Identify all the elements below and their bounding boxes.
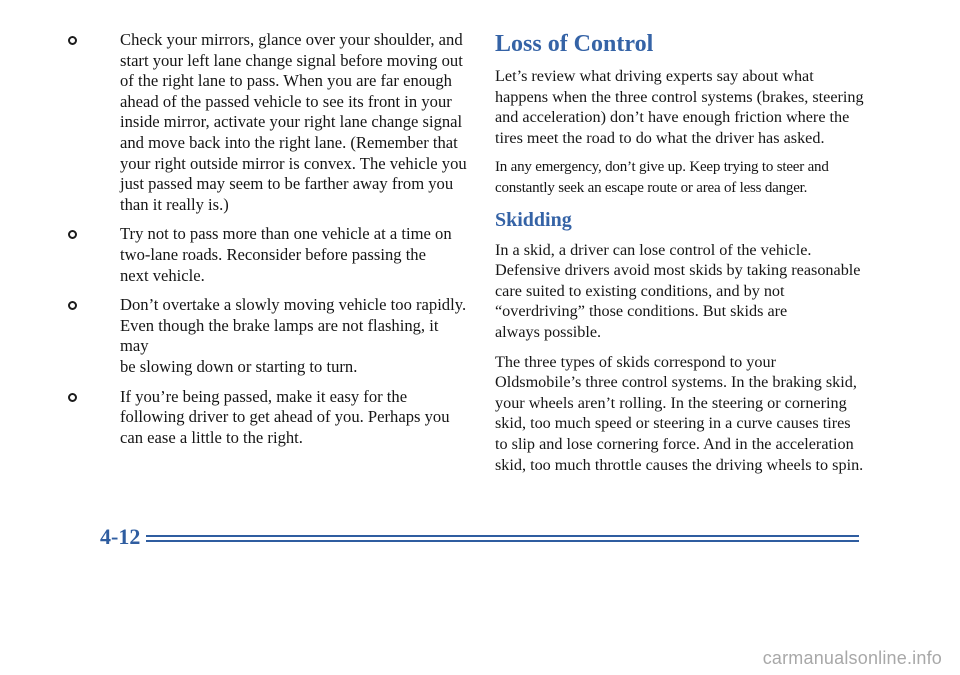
bullet-item xyxy=(68,224,468,286)
text-line: care suited to existing conditions, and by not xyxy=(495,281,785,300)
text-line: to slip and lose cornering force. And in the acceleration xyxy=(495,434,854,453)
text-line: Let’s review what driving experts say about what xyxy=(495,67,814,85)
text-line: can ease a little to the right. xyxy=(120,427,303,447)
text-line: Defensive drivers avoid most skids by taking reasonable xyxy=(495,261,861,280)
text-line: following driver to get ahead of you. Perhaps you xyxy=(120,407,450,427)
bullet-item xyxy=(68,387,468,449)
text-line: always possible. xyxy=(495,322,602,341)
bullet-dot-icon xyxy=(68,36,77,45)
text-line: Don’t overtake a slowly moving vehicle too rapidly. xyxy=(120,295,467,315)
watermark-text: carmanualsonline.info xyxy=(762,648,942,668)
text-line: Oldsmobile’s three control systems. In the braking skid, xyxy=(495,373,857,392)
text-line: In a skid, a driver can lose control of the vehicle. xyxy=(495,240,812,259)
paragraph xyxy=(495,66,890,148)
right-column xyxy=(495,30,890,484)
text-line: your right outside mirror is convex. The vehicle you xyxy=(120,153,467,173)
text-line: inside mirror, activate your right lane change signal xyxy=(120,112,463,132)
footer-rule-bottom-line xyxy=(146,540,859,542)
page-number: 4-12 xyxy=(100,524,141,549)
text-line: and acceleration) don’t have enough friction where the xyxy=(495,108,850,127)
text-line: your wheels aren’t rolling. In the steering or cornering xyxy=(495,393,847,412)
footer-rule xyxy=(146,535,859,542)
text-line: Check your mirrors, glance over your shoulder, and xyxy=(120,30,463,49)
bullet-dot-icon xyxy=(68,393,77,402)
bullet-text xyxy=(120,295,468,377)
text-line: Even though the brake lamps are not flashing, it may xyxy=(120,315,439,356)
left-column xyxy=(68,30,468,457)
footer-rule-top-line xyxy=(146,535,859,537)
bullet-text xyxy=(120,30,468,215)
bullet-dot-icon xyxy=(68,230,77,239)
text-line: of the right lane to pass. When you are far enough xyxy=(120,71,452,91)
text-line: constantly seek an escape route or area of less danger. xyxy=(495,179,808,196)
bullet-dot-icon xyxy=(68,301,77,310)
text-line: ahead of the passed vehicle to see its front in your xyxy=(120,91,452,111)
paragraph xyxy=(495,352,890,476)
text-line: “overdriving” those conditions. But skids are xyxy=(495,302,788,321)
text-line: be slowing down or starting to turn. xyxy=(120,356,358,376)
paragraph xyxy=(495,240,890,343)
bullet-item xyxy=(68,295,468,377)
paragraph xyxy=(495,157,890,198)
text-line: next vehicle. xyxy=(120,265,205,285)
text-line: In any emergency, don’t give up. Keep trying to steer and xyxy=(495,159,829,176)
text-line: The three types of skids correspond to your xyxy=(495,352,776,371)
text-line: Try not to pass more than one vehicle at a time on xyxy=(120,224,452,244)
bullet-text xyxy=(120,224,468,286)
bullet-item xyxy=(68,30,468,215)
text-line: and move back into the right lane. (Remember that xyxy=(120,132,458,152)
subsection-title: Skidding xyxy=(495,208,572,231)
text-line: tires meet the road to do what the driver has asked. xyxy=(495,128,825,147)
text-line: than it really is.) xyxy=(120,194,229,214)
section-title: Loss of Control xyxy=(495,31,654,57)
text-line: two-lane roads. Reconsider before passing the xyxy=(120,244,426,264)
text-line: skid, too much speed or steering in a curve causes tires xyxy=(495,414,851,433)
text-line: start your left lane change signal before moving out xyxy=(120,50,463,70)
text-line: happens when the three control systems (brakes, steering xyxy=(495,87,864,106)
bullet-text xyxy=(120,387,468,449)
text-line: If you’re being passed, make it easy for the xyxy=(120,386,408,406)
text-line: just passed may seem to be farther away from you xyxy=(120,174,454,194)
text-line: skid, too much throttle causes the driving wheels to spin. xyxy=(495,455,864,474)
